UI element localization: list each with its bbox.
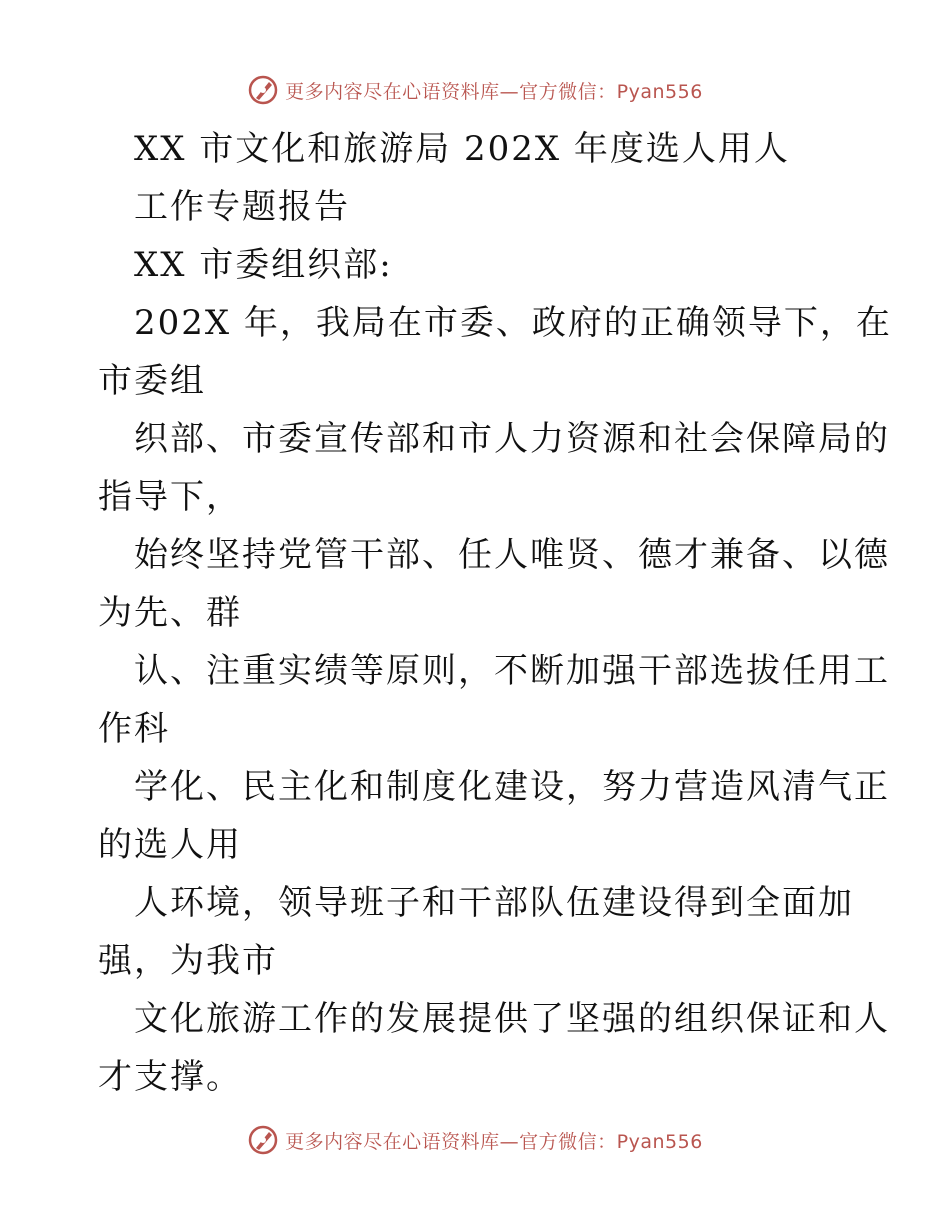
text-line: 202X 年，我局在市委、政府的正确领导下，在 bbox=[134, 303, 892, 343]
text-line: 织部、市委宣传部和市人力资源和社会保障局的 bbox=[134, 419, 890, 459]
text-line: 为先、群 bbox=[98, 593, 242, 633]
text-line: 才支撑。 bbox=[98, 1057, 242, 1097]
footer-watermark bbox=[0, 1120, 950, 1160]
text-line: 认、注重实绩等原则，不断加强干部选拔任用工 bbox=[134, 651, 890, 691]
text-line: 市委组 bbox=[98, 361, 206, 401]
text-line: 作科 bbox=[98, 709, 170, 749]
text-line: 指导下， bbox=[98, 477, 242, 517]
header-watermark bbox=[0, 70, 950, 110]
watermark-text: 更多内容尽在心语资料库—官方微信：Pyan556 bbox=[285, 80, 703, 103]
quill-circle-logo-icon bbox=[247, 74, 279, 106]
watermark-text: 更多内容尽在心语资料库—官方微信：Pyan556 bbox=[285, 1130, 703, 1153]
text-line: XX 市文化和旅游局 202X 年度选人用人 bbox=[134, 129, 790, 169]
text-line: XX 市委组织部: bbox=[134, 245, 393, 285]
text-line: 强，为我市 bbox=[98, 941, 278, 981]
document-body bbox=[98, 120, 892, 1106]
quill-circle-logo-icon bbox=[247, 1124, 279, 1156]
text-line: 工作专题报告 bbox=[134, 187, 350, 227]
text-line: 人环境，领导班子和干部队伍建设得到全面加 bbox=[134, 883, 854, 923]
text-line: 学化、民主化和制度化建设，努力营造风清气正 bbox=[134, 767, 890, 807]
text-line: 始终坚持党管干部、任人唯贤、德才兼备、以德 bbox=[134, 535, 890, 575]
text-line: 的选人用 bbox=[98, 825, 242, 865]
text-line: 文化旅游工作的发展提供了坚强的组织保证和人 bbox=[134, 999, 890, 1039]
